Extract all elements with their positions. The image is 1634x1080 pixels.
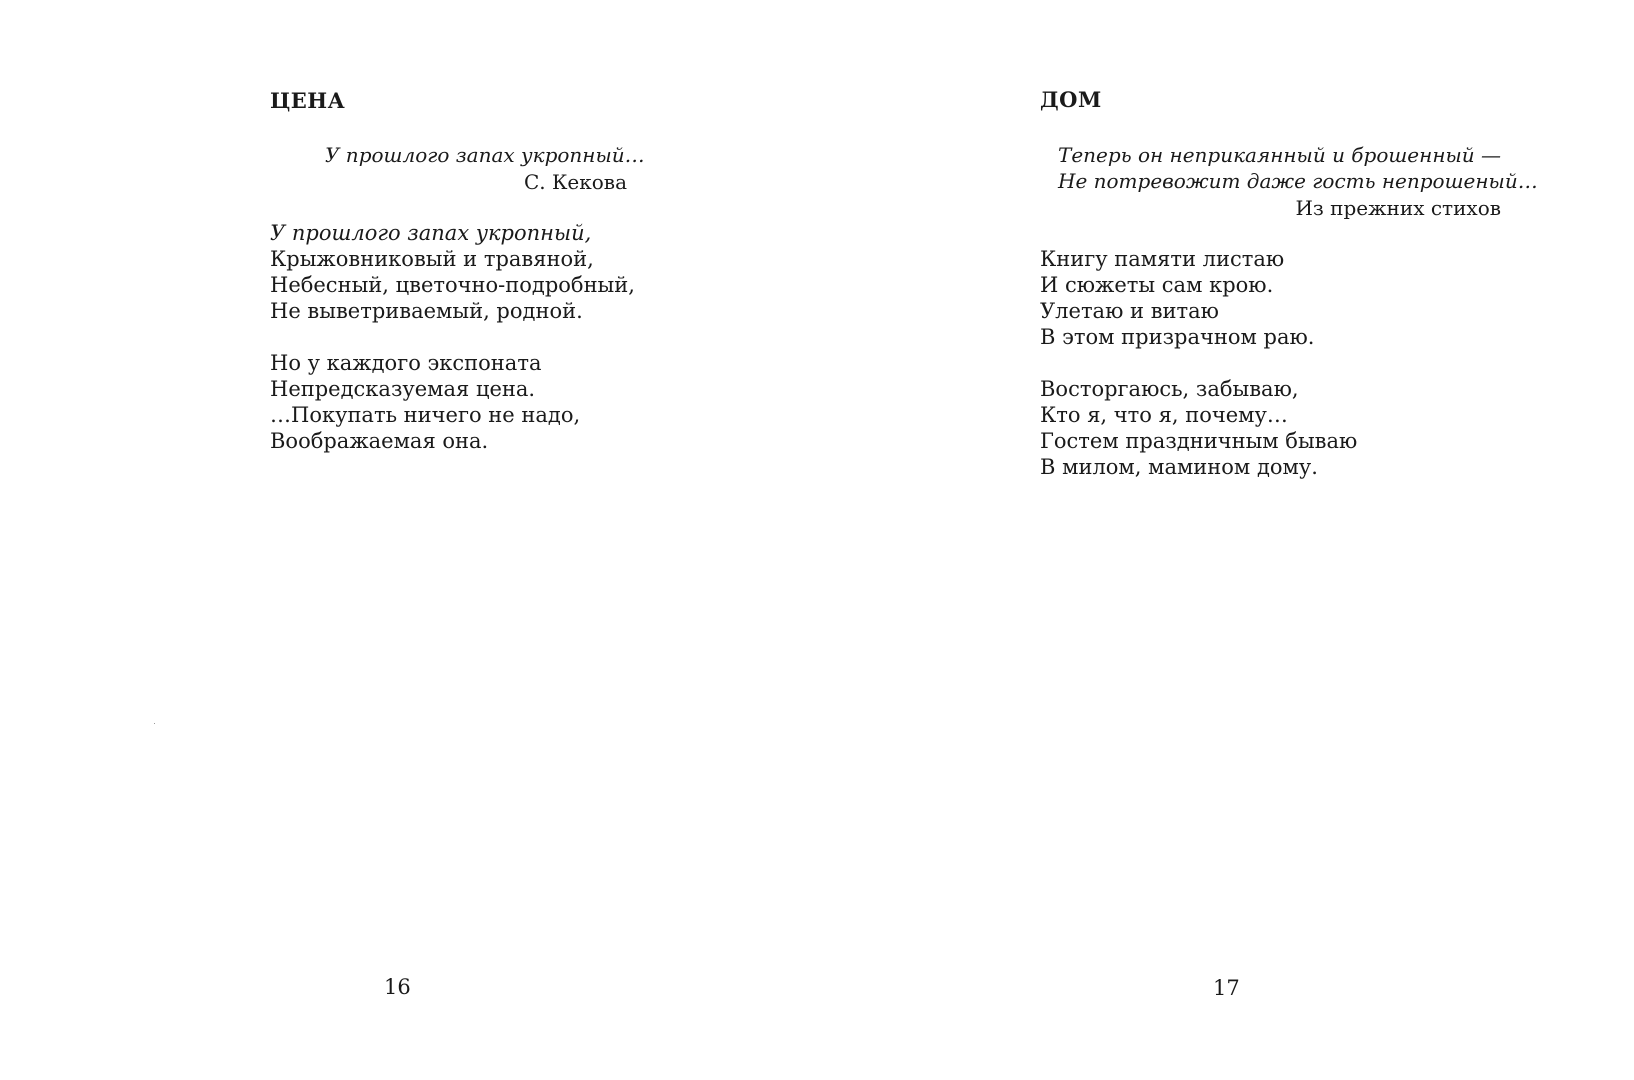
verse-line: …Покупать ничего не надо, xyxy=(270,403,581,427)
stanza-2 xyxy=(1040,376,1357,480)
epigraph xyxy=(325,142,645,195)
epigraph xyxy=(1058,142,1538,221)
verse-line: Крыжовниковый и травяной, xyxy=(270,247,594,271)
verse-line: Не выветриваемый, родной. xyxy=(270,299,583,323)
poem-title: ЦЕНА xyxy=(270,88,346,113)
epigraph-line: Не потревожит даже гость непрошеный… xyxy=(1058,169,1538,193)
epigraph-source: Из прежних стихов xyxy=(1295,196,1501,220)
stanza-2 xyxy=(270,350,580,454)
right-page xyxy=(817,0,1634,1080)
epigraph-line: У прошлого запах укропный… xyxy=(325,143,645,167)
verse-line: Но у каждого экспоната xyxy=(270,351,542,375)
verse-line: Гостем праздничным бываю xyxy=(1040,429,1358,453)
stanza-1 xyxy=(270,220,635,324)
verse-line: И сюжеты сам крою. xyxy=(1040,273,1274,297)
paper-speck xyxy=(154,723,155,724)
epigraph-line: Теперь он неприкаянный и брошенный — xyxy=(1058,143,1502,167)
poem-title: ДОМ xyxy=(1040,87,1102,112)
verse-line: В этом призрачном раю. xyxy=(1040,325,1315,349)
page-number: 17 xyxy=(1213,976,1240,1000)
stanza-1 xyxy=(1040,246,1314,350)
verse-line: Воображаемая она. xyxy=(270,429,489,453)
verse-line: Кто я, что я, почему… xyxy=(1040,403,1288,427)
verse-line: Восторгаюсь, забываю, xyxy=(1040,377,1299,401)
verse-line: У прошлого запах укропный, xyxy=(270,221,592,245)
page-number: 16 xyxy=(384,975,411,999)
verse-line: Непредсказуемая цена. xyxy=(270,377,536,401)
verse-line: В милом, мамином дому. xyxy=(1040,455,1318,479)
verse-line: Небесный, цветочно-подробный, xyxy=(270,273,635,297)
verse-line: Книгу памяти листаю xyxy=(1040,247,1285,271)
verse-line: Улетаю и витаю xyxy=(1040,299,1219,323)
epigraph-author: С. Кекова xyxy=(523,170,627,194)
